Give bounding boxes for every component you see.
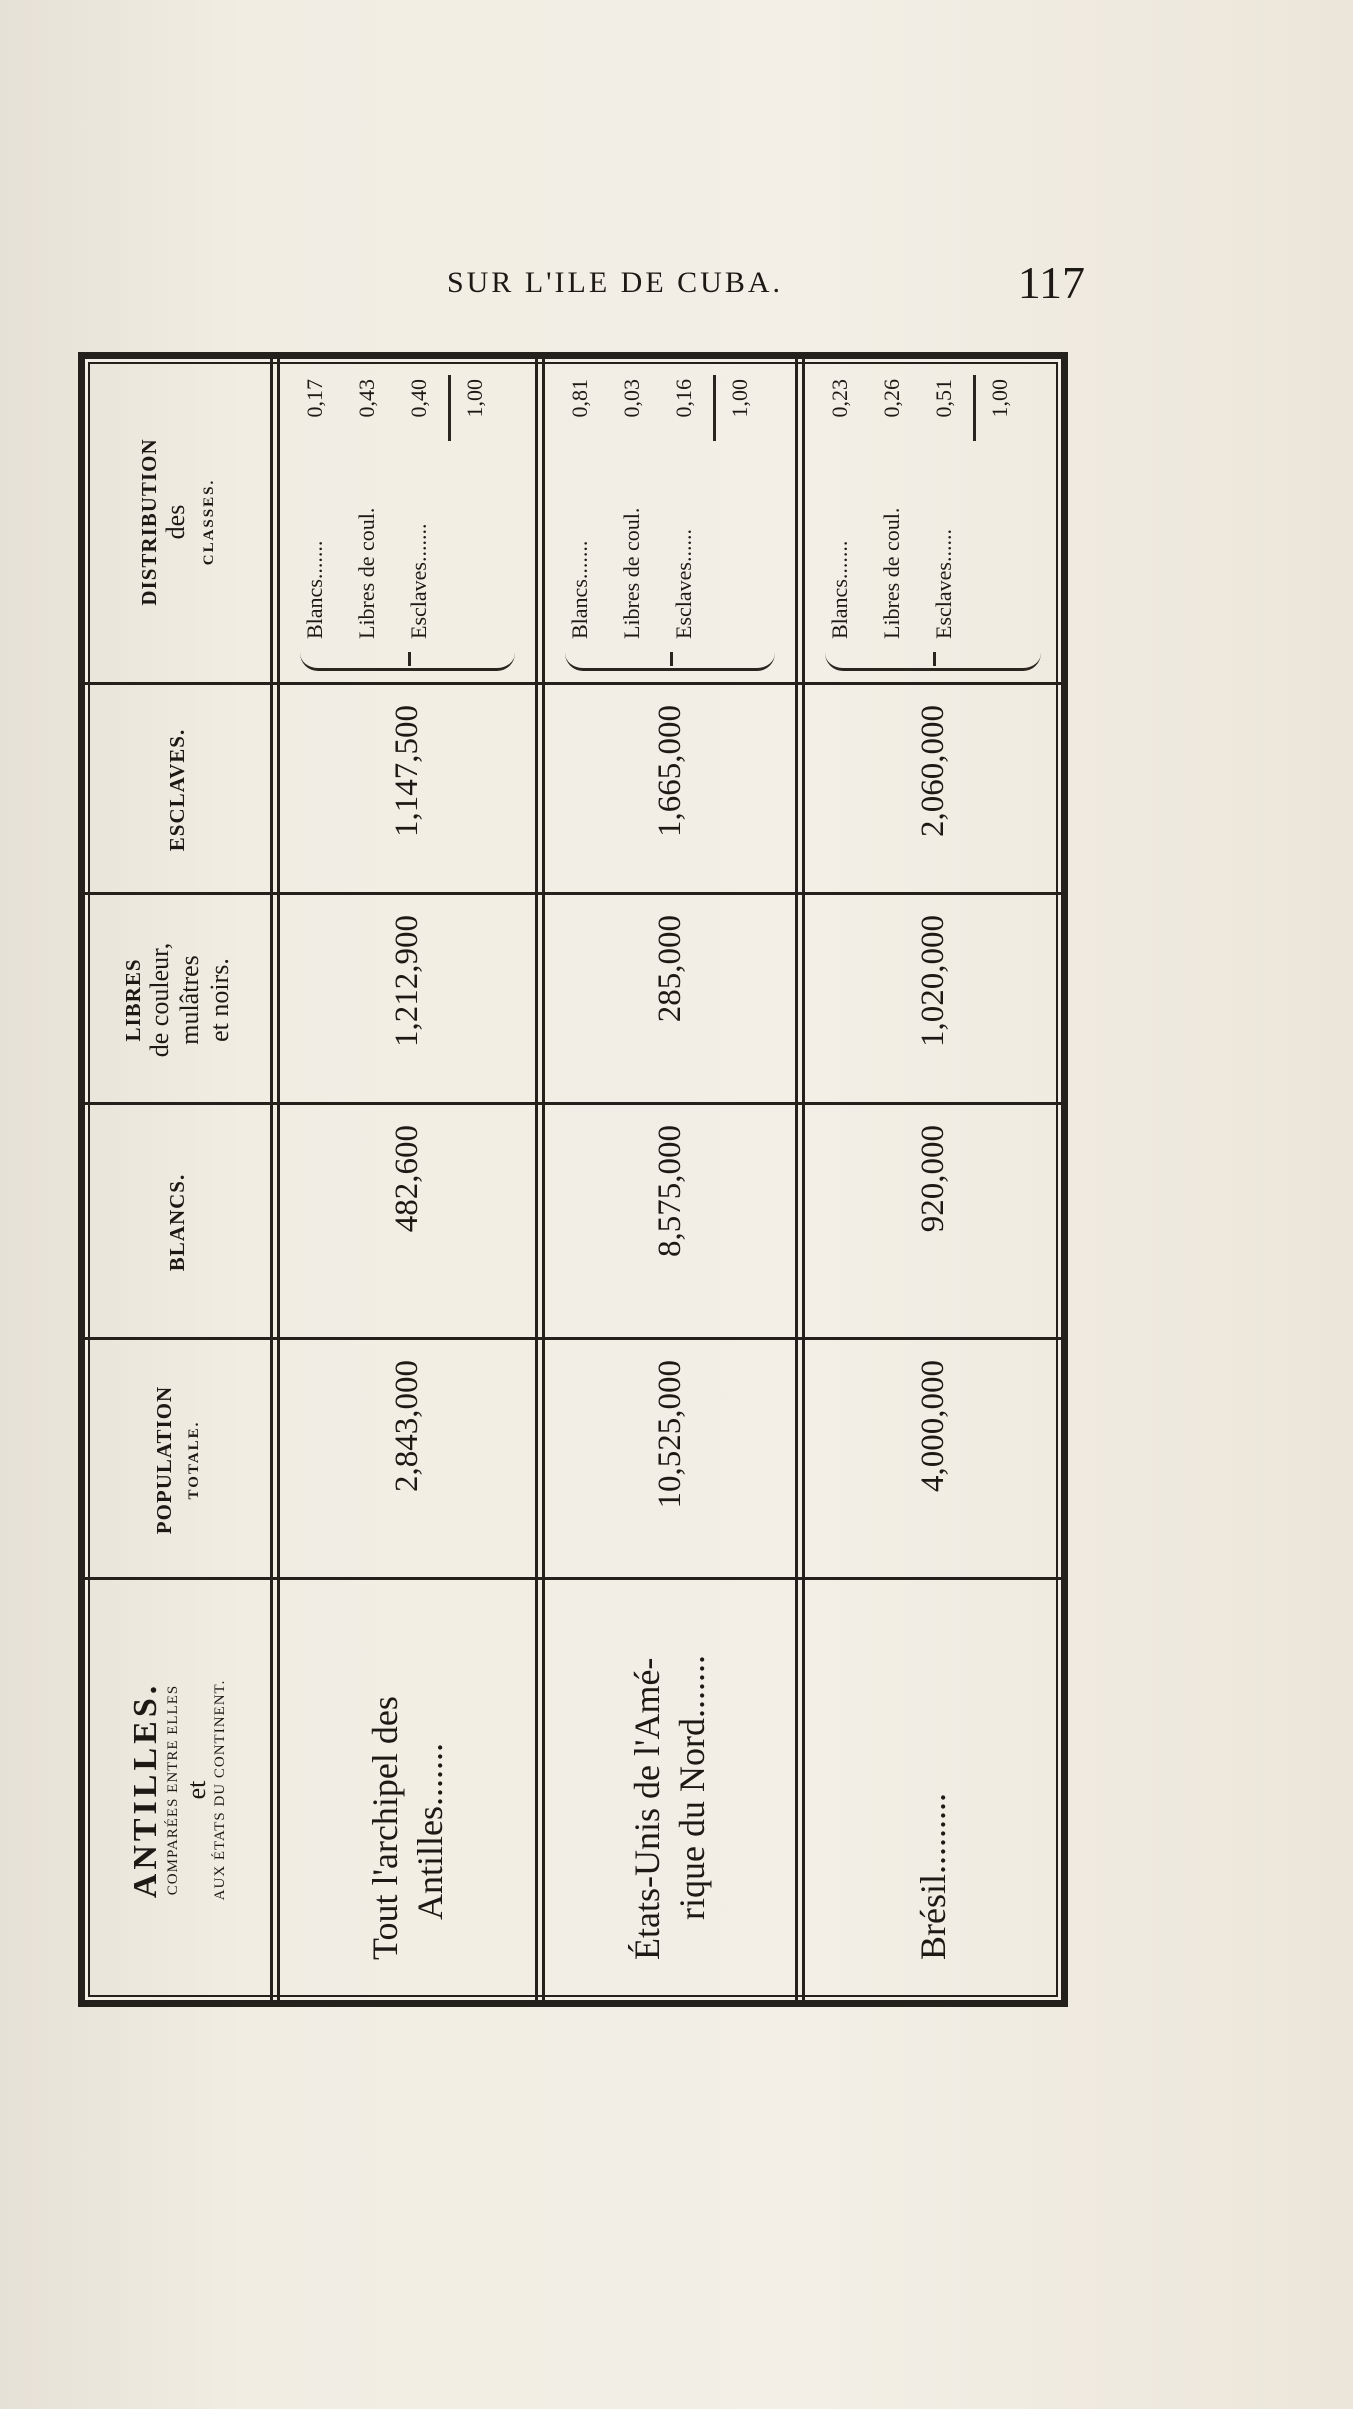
brace-glyph (825, 646, 1041, 671)
row-name: Tout l'archipel des Antilles....... (364, 1696, 450, 1960)
sum-rule (448, 375, 451, 441)
cell-esclaves: 2,060,000 (914, 705, 951, 837)
brace-glyph (300, 646, 515, 671)
page-number: 117 (1017, 257, 1085, 308)
dist-line-blancs: Blancs....... 0,23 (827, 379, 852, 639)
row-name: États-Unis de l'Amé- rique du Nord....... (627, 1655, 712, 1960)
header-row (85, 359, 270, 2000)
col-header-blancs: BLANCS. (165, 1173, 190, 1272)
cell-esclaves: 1,665,000 (651, 705, 688, 837)
cell-population: 10,525,000 (651, 1360, 688, 1509)
cell-blancs: 8,575,000 (651, 1125, 688, 1257)
table-rotated-body (85, 359, 1061, 2000)
brace-glyph (565, 646, 775, 671)
cell-libres: 1,020,000 (914, 915, 951, 1047)
table-row (280, 359, 535, 2000)
cell-esclaves: 1,147,500 (389, 705, 425, 837)
cell-distribution (545, 359, 795, 685)
cell-population: 4,000,000 (914, 1360, 951, 1492)
dist-total: 1,00 (727, 379, 752, 418)
col-header-esclaves: ESCLAVES. (165, 728, 190, 852)
dist-line-blancs: Blancs....... 0,81 (567, 379, 592, 639)
dist-total: 1,00 (462, 379, 487, 418)
dist-line-esclaves: Esclaves...... 0,16 (671, 379, 696, 639)
dist-line-blancs: Blancs....... 0,17 (302, 379, 327, 639)
sum-rule (973, 375, 976, 441)
cell-distribution (805, 359, 1061, 685)
cell-libres: 285,000 (651, 915, 688, 1023)
cell-distribution (280, 359, 535, 685)
cell-blancs: 920,000 (914, 1125, 951, 1233)
cell-blancs: 482,600 (389, 1125, 425, 1233)
dist-line-libres: Libres de coul. 0,43 (354, 379, 379, 639)
dist-line-esclaves: Esclaves...... 0,51 (931, 379, 956, 639)
dist-line-libres: Libres de coul. 0,03 (619, 379, 644, 639)
cell-libres: 1,212,900 (389, 915, 425, 1047)
row-rule (535, 359, 545, 2000)
row-rule (795, 359, 805, 2000)
dist-line-esclaves: Esclaves....... 0,40 (406, 379, 431, 639)
table-row (545, 359, 795, 2000)
statistics-table (78, 352, 1068, 2007)
sum-rule (713, 375, 716, 441)
col-header-distribution: DISTRIBUTION des CLASSES. (136, 438, 217, 606)
col-header-libres: LIBRES de couleur, mulâtres et noirs. (120, 942, 234, 1058)
row-name: Brésil......... (912, 1793, 953, 1960)
table-row (805, 359, 1061, 2000)
cell-population: 2,843,000 (389, 1360, 425, 1492)
col-header-antilles: ANTILLES. COMPARÉES ENTRE ELLES et AUX ÉTATS DU CONTINENT. (126, 1679, 228, 1901)
dist-line-libres: Libres de coul. 0,26 (879, 379, 904, 639)
running-head: SUR L'ILE DE CUBA. (446, 266, 784, 299)
header-rule (270, 359, 280, 2000)
dist-total: 1,00 (987, 379, 1012, 418)
col-header-population: POPULATION TOTALE. (151, 1385, 202, 1535)
